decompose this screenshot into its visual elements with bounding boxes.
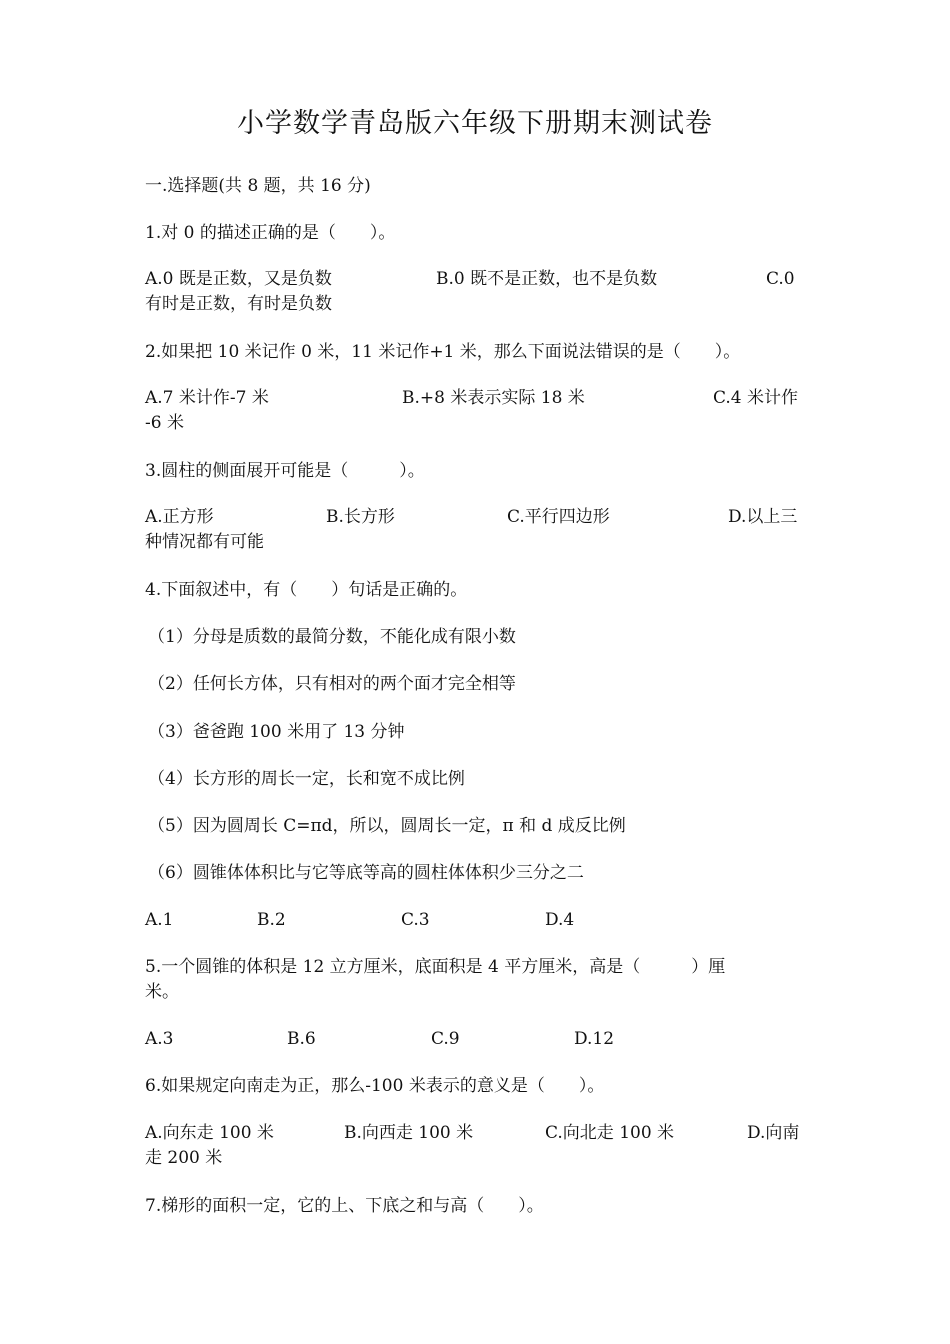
option-d[interactable]: D.以上三: [728, 507, 798, 527]
option-d[interactable]: D.向南: [747, 1123, 800, 1143]
option-a[interactable]: A.向东走 100 米: [145, 1123, 274, 1143]
question-3-stem: 3.圆柱的侧面展开可能是（ ）。: [145, 461, 425, 481]
option-b[interactable]: B.长方形: [326, 507, 395, 527]
question-6-options: [145, 1121, 805, 1171]
question-4-options: [145, 908, 805, 933]
question-5-stem-continued: 米。: [145, 982, 179, 1002]
option-b[interactable]: B.向西走 100 米: [344, 1123, 474, 1143]
option-c[interactable]: C.4 米计作: [713, 388, 799, 408]
option-c[interactable]: C.向北走 100 米: [545, 1123, 675, 1143]
page-title: 小学数学青岛版六年级下册期末测试卷: [237, 108, 713, 139]
question-1-options: [145, 267, 805, 317]
option-d[interactable]: D.12: [574, 1029, 615, 1049]
question-5-stem: 5.一个圆锥的体积是 12 立方厘米，底面积是 4 平方厘米，高是（ ）厘: [145, 957, 726, 977]
option-a[interactable]: A.3: [145, 1029, 174, 1049]
option-c-continued: 有时是正数，有时是负数: [145, 294, 332, 314]
section-heading: 一.选择题(共 8 题，共 16 分): [145, 176, 371, 196]
question-4-stem: 4.下面叙述中，有（ ）句话是正确的。: [145, 580, 468, 600]
statement-1: （1）分母是质数的最简分数，不能化成有限小数: [148, 627, 516, 647]
statement-5: （5）因为圆周长 C=πd，所以，圆周长一定，π 和 d 成反比例: [148, 816, 626, 836]
option-c-continued: -6 米: [145, 413, 184, 433]
option-b[interactable]: B.6: [287, 1029, 316, 1049]
option-c[interactable]: C.平行四边形: [507, 507, 610, 527]
option-a[interactable]: A.7 米计作-7 米: [145, 388, 269, 408]
option-b[interactable]: B.+8 米表示实际 18 米: [402, 388, 585, 408]
option-d-continued: 种情况都有可能: [145, 532, 264, 552]
statement-3: （3）爸爸跑 100 米用了 13 分钟: [148, 722, 405, 742]
option-d-continued: 走 200 米: [145, 1148, 223, 1168]
option-c[interactable]: C.9: [431, 1029, 460, 1049]
statement-4: （4）长方形的周长一定，长和宽不成比例: [148, 769, 465, 789]
question-7-stem: 7.梯形的面积一定，它的上、下底之和与高（ ）。: [145, 1196, 544, 1216]
option-d[interactable]: D.4: [545, 910, 575, 930]
statement-6: （6）圆锥体体积比与它等底等高的圆柱体体积少三分之二: [148, 863, 584, 883]
statement-2: （2）任何长方体，只有相对的两个面才完全相等: [148, 674, 516, 694]
question-6-stem: 6.如果规定向南走为正，那么-100 米表示的意义是（ ）。: [145, 1076, 605, 1096]
option-a[interactable]: A.正方形: [145, 507, 214, 527]
option-b[interactable]: B.0 既不是正数，也不是负数: [436, 269, 658, 289]
question-3-options: [145, 505, 805, 555]
option-c[interactable]: C.3: [401, 910, 430, 930]
question-5-options: [145, 1027, 805, 1052]
question-2-options: [145, 386, 805, 436]
option-a[interactable]: A.1: [145, 910, 174, 930]
option-c[interactable]: C.0: [766, 269, 795, 289]
question-2-stem: 2.如果把 10 米记作 0 米，11 米记作+1 米，那么下面说法错误的是（ ）。: [145, 342, 741, 362]
option-b[interactable]: B.2: [257, 910, 286, 930]
question-1-stem: 1.对 0 的描述正确的是（ ）。: [145, 223, 396, 243]
option-a[interactable]: A.0 既是正数，又是负数: [145, 269, 332, 289]
